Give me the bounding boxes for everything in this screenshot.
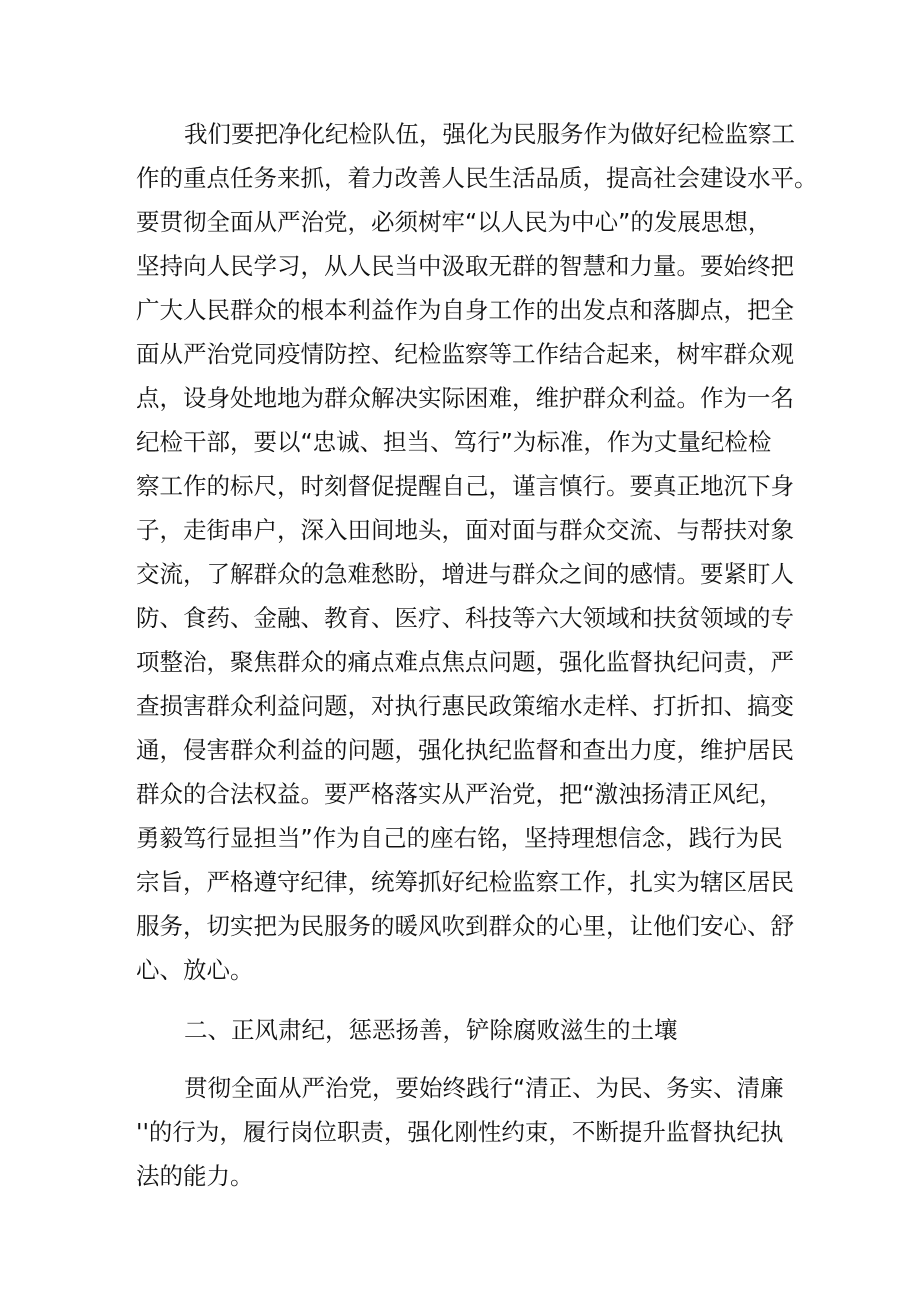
text-line: 查损害群众利益问题，对执行惠民政策缩水走样、打折扣、搞变 bbox=[136, 692, 794, 720]
text-line: 勇毅笃行显担当”作为自己的座右铭，坚持理想信念，践行为民 bbox=[136, 824, 783, 852]
text-line: 服务，切实把为民服务的暖风吹到群众的心里，让他们安心、舒 bbox=[136, 912, 794, 940]
section-heading: 二、正风肃纪，惩恶扬善，铲除腐败滋生的土壤 bbox=[184, 1016, 678, 1044]
text-line: 察工作的标尺，时刻督促提醒自己，谨言慎行。要真正地沉下身 bbox=[136, 472, 794, 500]
text-line: 防、食药、金融、教育、医疗、科技等六大领域和扶贫领域的专 bbox=[136, 604, 794, 632]
text-line: 群众的合法权益。要严格落实从严治党，把“激浊扬清正风纪， bbox=[136, 780, 783, 808]
text-line: ''的行为，履行岗位职责，强化刚性约束，不断提升监督执纪执 bbox=[136, 1118, 784, 1146]
text-line: 作的重点任务来抓，着力改善人民生活品质，提高社会建设水平。 bbox=[136, 164, 818, 192]
text-line: 法的能力。 bbox=[136, 1162, 254, 1190]
text-line: 纪检干部，要以“忠诚、担当、笃行”为标准，作为丈量纪检检 bbox=[136, 428, 772, 456]
text-line: 子，走街串户，深入田间地头，面对面与群众交流、与帮扶对象 bbox=[136, 516, 794, 544]
text-line: 项整治，聚焦群众的痛点难点焦点问题，强化监督执纪问责，严 bbox=[136, 648, 794, 676]
text-line: 要贯彻全面从严治党，必须树牢“以人民为中心”的发展思想， bbox=[136, 208, 772, 236]
text-line: 贯彻全面从严治党，要始终践行“清正、为民、务实、清廉 bbox=[184, 1074, 784, 1102]
text-line: 点，设身处地地为群众解决实际困难，维护群众利益。作为一名 bbox=[136, 384, 794, 412]
text-line: 交流，了解群众的急难愁盼，增进与群众之间的感情。要紧盯人 bbox=[136, 560, 794, 588]
text-line: 我们要把净化纪检队伍，强化为民服务作为做好纪检监察工 bbox=[184, 120, 795, 148]
text-line: 通，侵害群众利益的问题，强化执纪监督和查出力度，维护居民 bbox=[136, 736, 794, 764]
text-line: 宗旨，严格遵守纪律，统筹抓好纪检监察工作，扎实为辖区居民 bbox=[136, 868, 794, 896]
text-line: 坚持向人民学习，从人民当中汲取无群的智慧和力量。要始终把 bbox=[136, 252, 794, 280]
text-line: 广大人民群众的根本利益作为自身工作的出发点和落脚点，把全 bbox=[136, 296, 794, 324]
text-line: 心、放心。 bbox=[136, 956, 254, 984]
text-line: 面从严治党同疫情防控、纪检监察等工作结合起来，树牢群众观 bbox=[136, 340, 794, 368]
